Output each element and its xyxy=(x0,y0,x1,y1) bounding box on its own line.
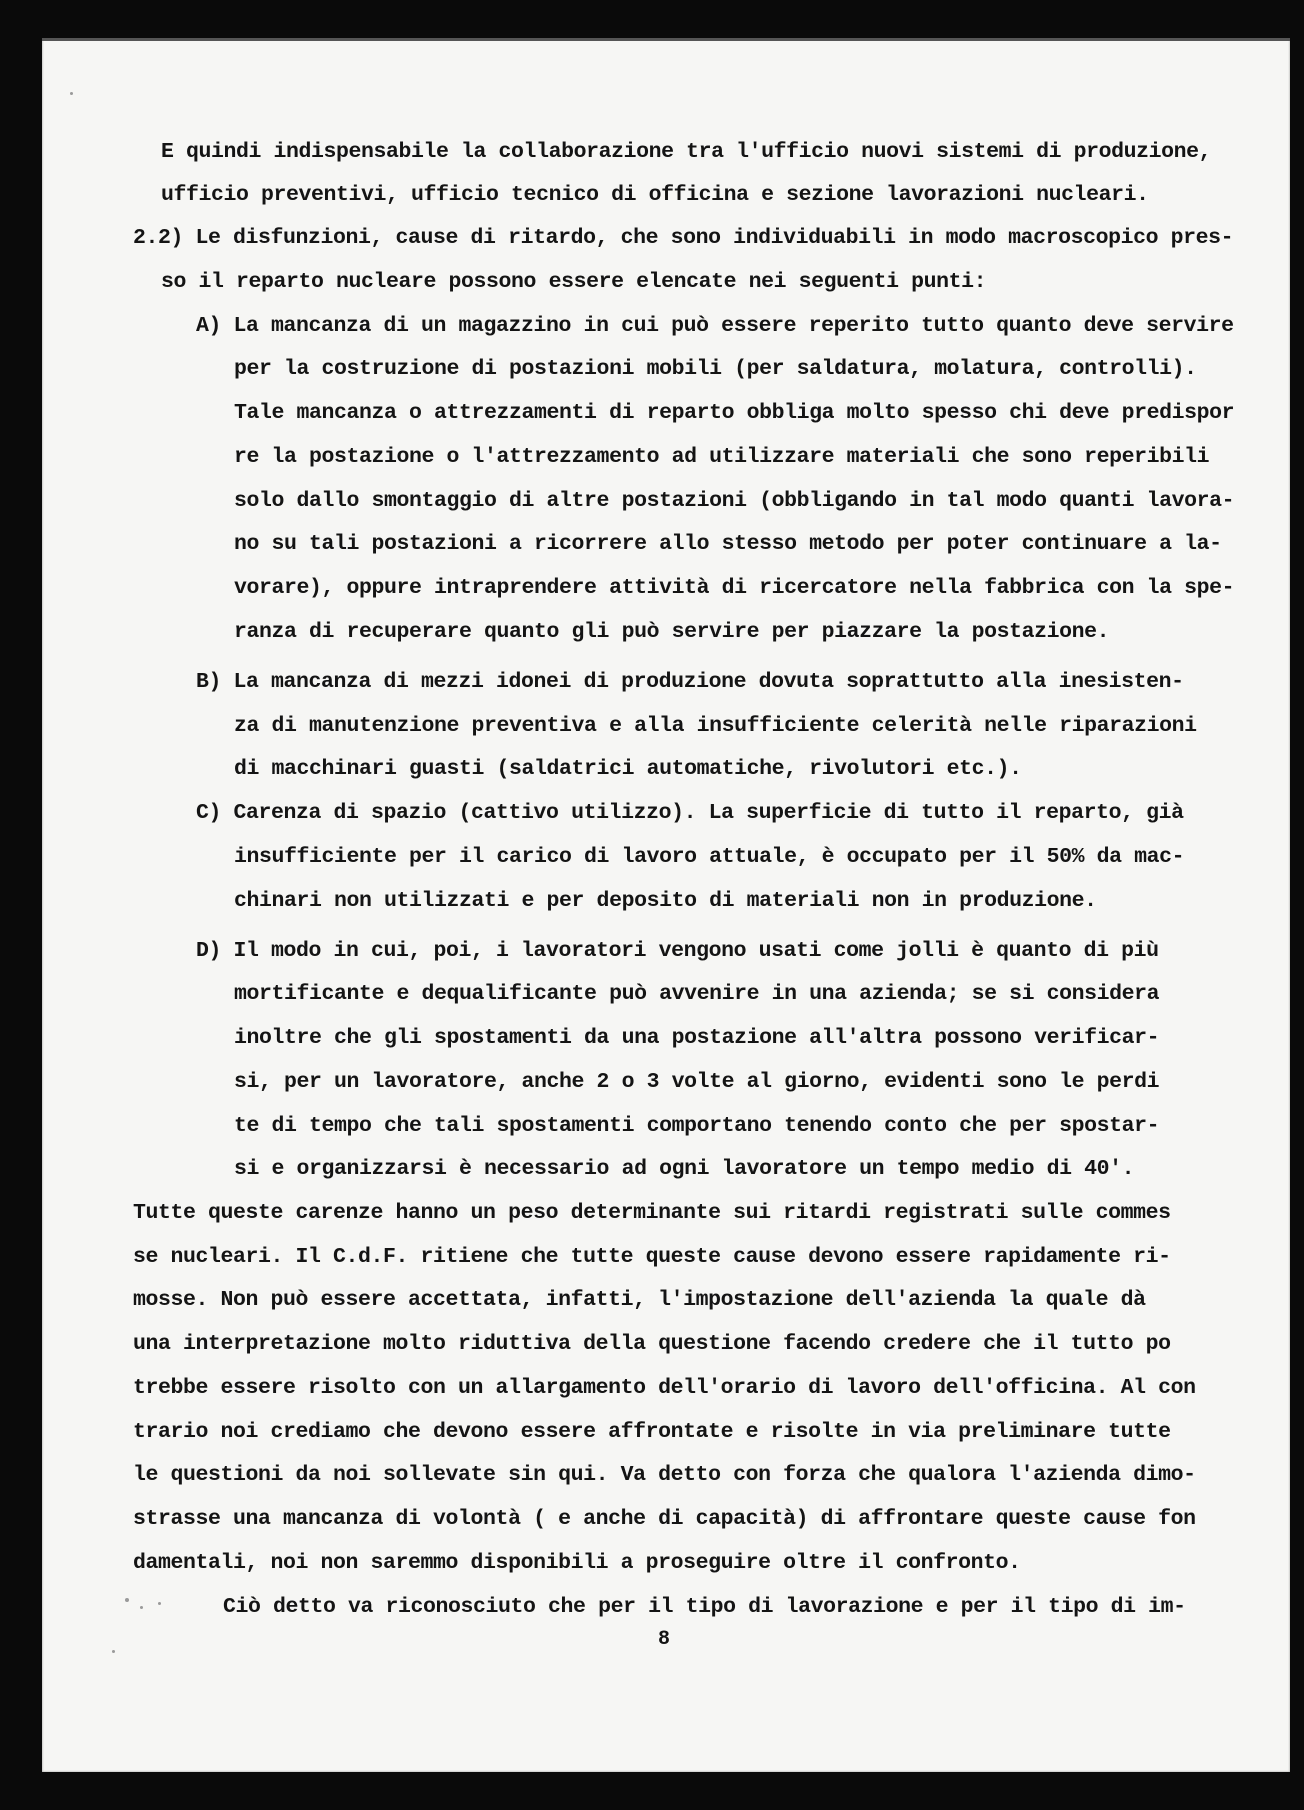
text-line: si e organizzarsi è necessario ad ogni lavoratore un tempo medio di 40'. xyxy=(234,1157,1135,1181)
section-heading-line: 2.2) Le disfunzioni, cause di ritardo, che sono individuabili in modo macroscopico pres- xyxy=(133,226,1234,250)
text-line: no su tali postazioni a ricorrere allo stesso metodo per poter continuare a la- xyxy=(234,532,1222,556)
scan-speck xyxy=(70,92,73,95)
list-item-a: A) La mancanza di un magazzino in cui può essere reperito tutto quanto deve servire xyxy=(196,314,1234,338)
text-line: mosse. Non può essere accettata, infatti, l'impostazione dell'azienda la quale dà xyxy=(133,1288,1146,1312)
text-line: trario noi crediamo che devono essere affrontate e risolte in via preliminare tutte xyxy=(133,1420,1171,1444)
text-line: chinari non utilizzati e per deposito di materiali non in produzione. xyxy=(234,889,1097,913)
text-line: inoltre che gli spostamenti da una postazione all'altra possono verificar- xyxy=(234,1026,1160,1050)
scan-speck xyxy=(158,1602,161,1605)
text-line: damentali, noi non saremmo disponibili a proseguire oltre il confronto. xyxy=(133,1551,1021,1575)
text-line: se nucleari. Il C.d.F. ritiene che tutte queste cause devono essere rapidamente ri- xyxy=(133,1245,1171,1269)
text-line: ufficio preventivi, ufficio tecnico di officina e sezione lavorazioni nucleari. xyxy=(161,183,1149,207)
list-item-c: C) Carenza di spazio (cattivo utilizzo). La superficie di tutto il reparto, già xyxy=(196,801,1184,825)
list-item-d: D) Il modo in cui, poi, i lavoratori vengono usati come jolli è quanto di più xyxy=(196,939,1159,963)
scan-speck xyxy=(125,1598,129,1602)
list-item-b: B) La mancanza di mezzi idonei di produzione dovuta soprattutto alla inesisten- xyxy=(196,670,1184,694)
text-line: te di tempo che tali spostamenti comportano tenendo conto che per spostar- xyxy=(234,1114,1160,1138)
text-line: E quindi indispensabile la collaborazione tra l'ufficio nuovi sistemi di produzione, xyxy=(161,140,1212,164)
text-line: Tale mancanza o attrezzamenti di reparto obbliga molto spesso chi deve predispor xyxy=(234,401,1235,425)
scan-speck xyxy=(112,1650,115,1653)
text-line: so il reparto nucleare possono essere elencate nei seguenti punti: xyxy=(161,270,987,294)
scan-speck xyxy=(140,1606,143,1609)
text-line: strasse una mancanza di volontà ( e anche di capacità) di affrontare queste cause fon xyxy=(133,1507,1196,1531)
text-line: solo dallo smontaggio di altre postazioni (obbligando in tal modo quanti lavora- xyxy=(234,489,1235,513)
text-line: mortificante e dequalificante può avvenire in una azienda; se si considera xyxy=(234,982,1160,1006)
text-line: vorare), oppure intraprendere attività di ricercatore nella fabbrica con la spe- xyxy=(234,576,1235,600)
text-line: insufficiente per il carico di lavoro attuale, è occupato per il 50% da mac- xyxy=(234,845,1185,869)
page-number: 8 xyxy=(658,1628,670,1651)
text-line: una interpretazione molto riduttiva della questione facendo credere che il tutto po xyxy=(133,1332,1171,1356)
text-line: di macchinari guasti (saldatrici automatiche, rivolutori etc.). xyxy=(234,757,1022,781)
text-line: Tutte queste carenze hanno un peso determinante sui ritardi registrati sulle commes xyxy=(133,1201,1171,1225)
text-line: si, per un lavoratore, anche 2 o 3 volte al giorno, evidenti sono le perdi xyxy=(234,1070,1160,1094)
text-line: trebbe essere risolto con un allargamento dell'orario di lavoro dell'officina. Al con xyxy=(133,1376,1196,1400)
text-line: le questioni da noi sollevate sin qui. Va detto con forza che qualora l'azienda dimo- xyxy=(133,1463,1196,1487)
text-line: za di manutenzione preventiva e alla insufficiente celerità nelle riparazioni xyxy=(234,714,1197,738)
text-line: Ciò detto va riconosciuto che per il tipo di lavorazione e per il tipo di im- xyxy=(223,1595,1186,1619)
text-line: re la postazione o l'attrezzamento ad utilizzare materiali che sono reperibili xyxy=(234,445,1210,469)
text-line: ranza di recuperare quanto gli può servire per piazzare la postazione. xyxy=(234,620,1110,644)
text-line: per la costruzione di postazioni mobili (per saldatura, molatura, controlli). xyxy=(234,357,1197,381)
